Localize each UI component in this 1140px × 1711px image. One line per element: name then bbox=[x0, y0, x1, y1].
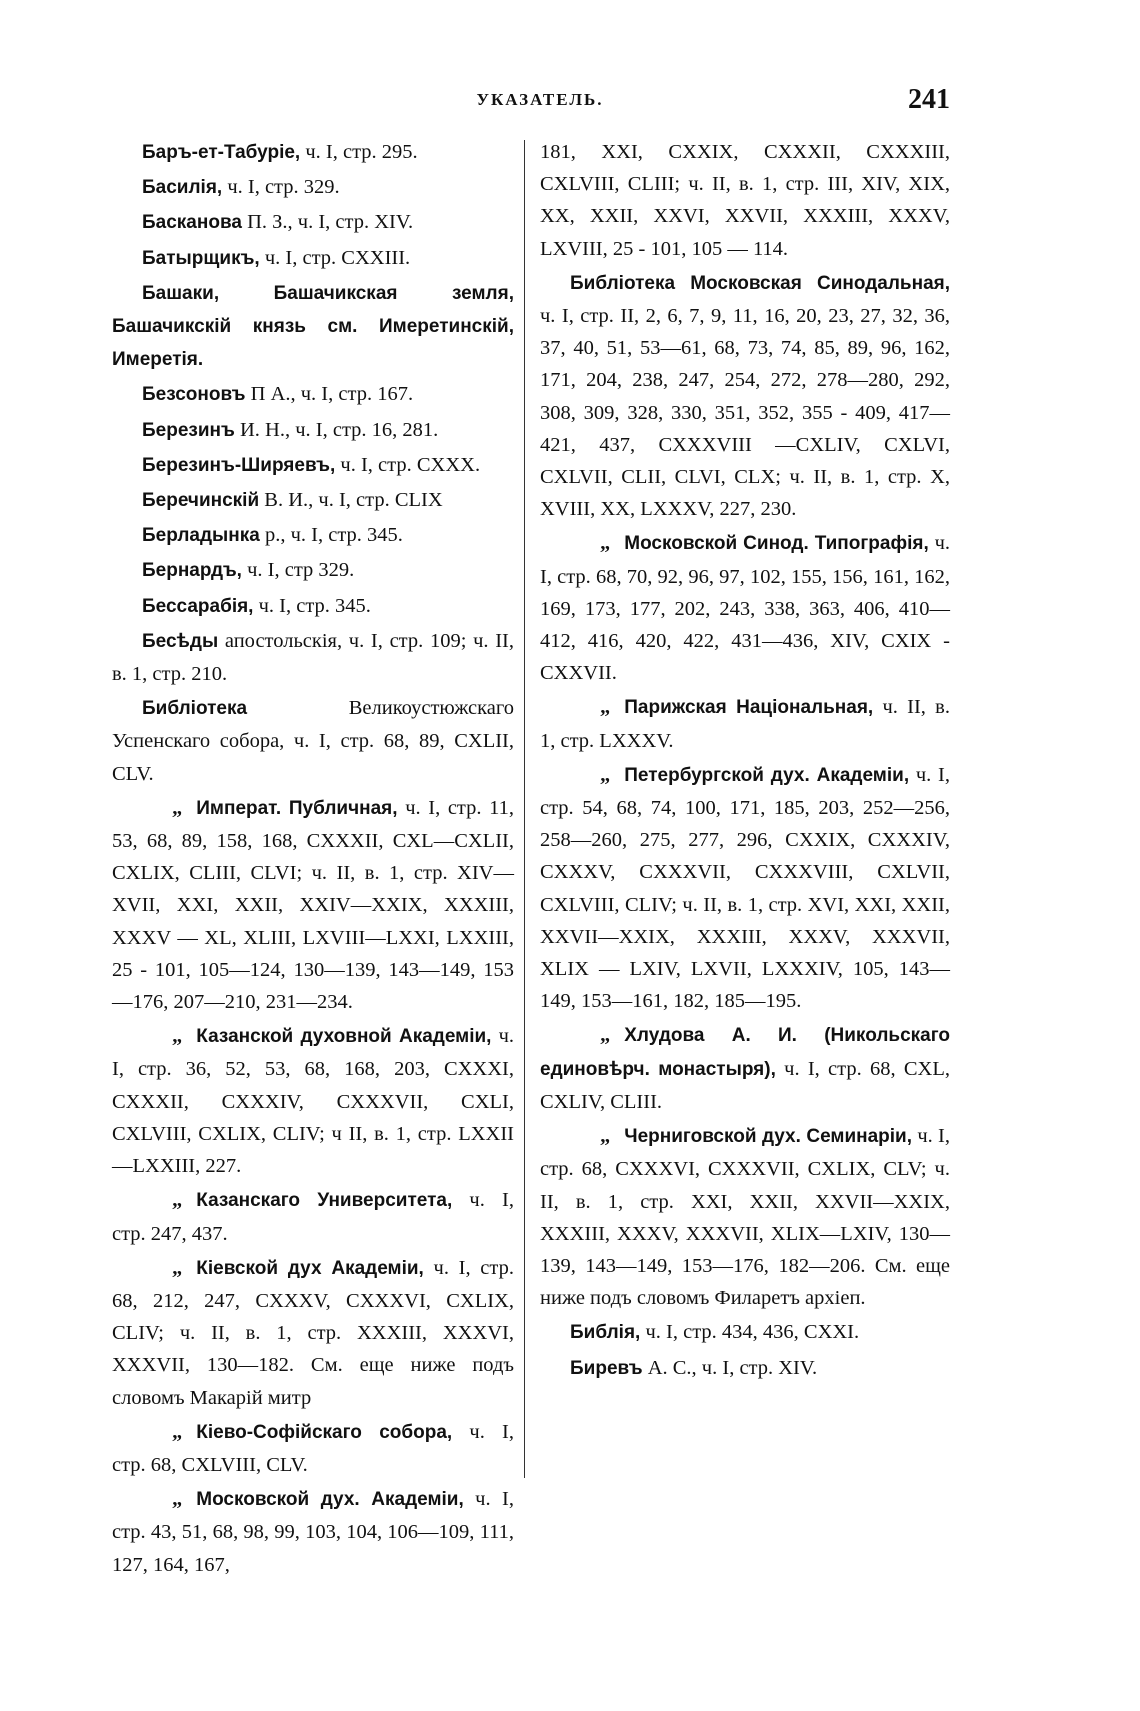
index-entry: Бернардъ, ч. I, стр 329. bbox=[142, 559, 355, 582]
index-entry: Березинъ И. Н., ч. I, стр. 16, 281. bbox=[142, 418, 439, 441]
index-entry: Библія, ч. I, стр. 434, 436, CXXI. bbox=[570, 1321, 860, 1344]
sub-entry: „ Петербургской дух. Академіи, ч. I, стр. 54, 68, 74, 100, 171, 185, 203, 252—256, 258—260, 275, 277, 296, CXXIX, CXXXIV, CXXXV, CXXXVII, CXXXVIII, CXLVII, CXLVIII, CLIV; ч. II, в. 1, стр. XVI, XXI, XXII, XXVII—XXIX, XXXIII, XXXV, XXXVII, XLIX — LXIV, LXVII, LXXXIV, 105, 143—149, 153—161, 182, 185—195. bbox=[540, 763, 950, 1013]
index-entry: Баръ-ет-Табуріе, ч. I, стр. 295. bbox=[142, 141, 418, 163]
sub-entry: „ Казанскаго Университета, ч. I, стр. 247, 437. bbox=[112, 1189, 515, 1245]
sub-entry: „ Московской Синод. Типографія, ч. I, стр. 68, 70, 92, 96, 97, 102, 155, 156, 161, 162, 169, 173, 177, 202, 243, 338, 363, 406, 410—412, 416, 420, 422, 431—436, XIV, CXIX - CXXVII. bbox=[540, 532, 950, 685]
column-divider bbox=[524, 140, 525, 1478]
index-entry: Безсоновъ П А., ч. I, стр. 167. bbox=[142, 383, 414, 406]
index-entry: Басилія, ч. I, стр. 329. bbox=[142, 176, 340, 199]
sub-entry: „ Хлудова А. И. (Никольскаго единовѣрч. монастыря), ч. I, стр. 68, CXL, CXLIV, CLIII. bbox=[540, 1024, 950, 1113]
sub-entry: „ Казанской духовной Академіи, ч. I, стр. 36, 52, 53, 68, 168, 203, CXXXI, CXXXII, CXXXIV, CXXXVII, CXLI, CXLVIII, CXLIX, CLIV; ч II, в. 1, стр. LXXII—LXXIII, 227. bbox=[112, 1025, 514, 1178]
sub-entry: „ Парижская Національная, ч. II, в. 1, стр. LXXXV. bbox=[540, 696, 950, 752]
index-entry: Библіотека Великоустюжскаго Успенскаго собора, ч. I, стр. 68, 89, CXLII, CLV. bbox=[112, 697, 514, 785]
index-entry: Башаки, Башачикская земля, Башачикскій князь см. Имеретинскій, Имеретія. bbox=[112, 282, 514, 371]
sub-entry: „ Кіевской дух Академіи, ч. I, стр. 68, 212, 247, CXXXV, CXXXVI, CXLIX, CLIV; ч. II, в. 1, стр. XXXIII, XXXVI, XXXVII, 130—182. См. еще ниже подъ словомъ Макарій митр bbox=[112, 1256, 514, 1409]
index-entry: Басканова П. З., ч. I, стр. XIV. bbox=[142, 211, 414, 234]
index-entry: Берладынка р., ч. I, стр. 345. bbox=[142, 524, 403, 547]
index-entry: Березинъ-Ширяевъ, ч. I, стр. CXXX. bbox=[142, 453, 481, 476]
index-entry: Батырщикъ, ч. I, стр. CXXIII. bbox=[142, 246, 411, 269]
index-entry: Библіотека Московская Синодальная, ч. I, стр. II, 2, 6, 7, 9, 11, 16, 20, 23, 27, 32, 36, 37, 40, 51, 53—61, 68, 73, 74, 85, 89, 96, 162, 171, 204, 238, 247, 254, 272, 278—280, 292, 308, 309, 328, 330, 351, 352, 355 - 409, 417—421, 437, CXXXVIII —CXLIV, CXLVI, CXLVII, CLII, CLVI, CLX; ч. II, в. 1, стр. X, XVIII, XX, LXXXV, 227, 230. bbox=[540, 272, 950, 521]
left-column bbox=[112, 136, 514, 1583]
sub-entry: „ Императ. Публичная, ч. I, стр. 11, 53, 68, 89, 158, 168, CXXXII, CXL—CXLII, CXLIX, CLIII, CLVI; ч. II, в. 1, стр. XIV—XVII, XXI, XXII, XXIV—XXIX, XXXIII, XXXV — XL, XLIII, LXVIII—LXXI, LXXIII, 25 - 101, 105—124, 130—139, 143—149, 153—176, 207—210, 231—234. bbox=[112, 796, 515, 1014]
sub-entry: „ Черниговской дух. Семинаріи, ч. I, стр. 68, CXXXVI, CXXXVII, CXLIX, CLV; ч. II, в. 1, стр. XXI, XXII, XXVII—XXIX, XXXIII, XXXV, XXXVII, XLIX—LXIV, 130—139, 143—149, 153—176, 182—206. См. еще ниже подъ словомъ Филаретъ архіеп. bbox=[540, 1125, 950, 1310]
index-entry-continued: 181, XXI, CXXIX, CXXXII, CXXXIII, CXLVIII, CLIII; ч. II, в. 1, стр. III, XIV, XIX, XX, XXII, XXVI, XXVII, XXXIII, XXXV, LXVIII, 25 - 101, 105 — 114. bbox=[540, 141, 950, 260]
right-column bbox=[540, 136, 950, 1387]
index-entry: Бесѣды апостольскія, ч. I, стр. 109; ч. II, в. 1, стр. 210. bbox=[112, 629, 514, 686]
running-header: УКАЗАТЕЛЬ. bbox=[476, 90, 604, 109]
page-number: 241 bbox=[908, 84, 950, 115]
index-entry: Бессарабія, ч. I, стр. 345. bbox=[142, 594, 371, 617]
sub-entry: „ Московской дух. Академіи, ч. I, стр. 43, 51, 68, 98, 99, 103, 104, 106—109, 111, 127, 164, 167, bbox=[112, 1488, 514, 1576]
index-entry: Беречинскій В. И., ч. I, стр. CLIX bbox=[142, 489, 443, 512]
index-entry: Биревъ А. С., ч. I, стр. XIV. bbox=[570, 1356, 818, 1379]
sub-entry: „ Кіево-Софійскаго собора, ч. I, стр. 68, CXLVIII, CLV. bbox=[112, 1420, 514, 1476]
